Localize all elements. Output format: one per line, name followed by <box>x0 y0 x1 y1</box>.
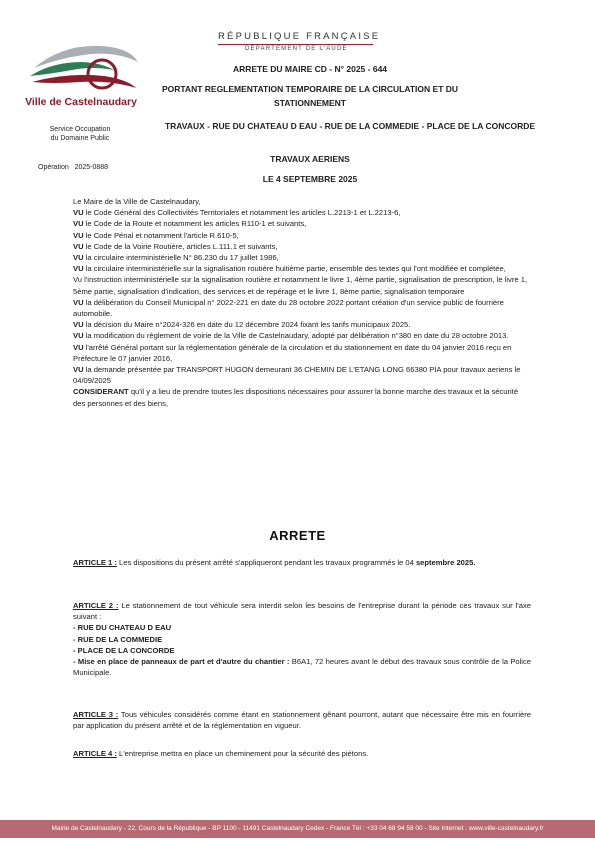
service-name <box>30 125 130 143</box>
article-2-text: Le stationnement de tout véhicule sera interdit selon les besoins de l'entreprise durant la période ces travaux sur l'axe suivant : <box>73 601 531 622</box>
republique-francaise: RÉPUBLIQUE FRANÇAISE <box>218 31 381 42</box>
article-1-date: septembre 2025. <box>415 558 476 567</box>
preamble-item-text: la circulaire interministérielle N° 86.230 du 17 juillet 1986, <box>83 253 279 263</box>
preamble-item <box>73 386 531 408</box>
preamble-item <box>73 241 531 252</box>
preamble-intro: Le Maire de la Ville de Castelnaudary, <box>73 197 201 206</box>
preamble-item-lead: VU <box>73 320 84 330</box>
travaux-type: TRAVAUX AERIENS <box>270 154 350 164</box>
preamble-item-lead: VU <box>73 297 84 307</box>
arrete-heading: ARRETE <box>269 528 326 543</box>
header-divider <box>218 44 373 45</box>
departement: DÉPARTEMENT DE L'AUDE <box>245 46 348 52</box>
preamble-item-text: le Code Général des Collectivités Territoriales et notamment les articles L.2213-1 et L.2213-6, <box>83 208 401 218</box>
preamble-item-text: Vu l'instruction interministérielle sur la signalisation routière et notamment le livre 1, 4ème partie, signalisation de prescription, le livre 1, 5ème partie, signalisation d'indication, des services et de repérage et le livre 1, 8ème partie, signalisation temporaire <box>73 275 528 296</box>
preamble <box>73 196 531 409</box>
preamble-item-lead: VU <box>73 264 84 274</box>
preamble-item-lead: VU <box>73 208 84 218</box>
page-footer: Mairie de Castelnaudary - 22, Cours de la République - BP 1100 - 11491 Castelnaudary Cedex - France Tél : +33 04 68 94 58 00 - Site Internet : www.ville-castelnaudary.fr <box>0 820 595 838</box>
preamble-item <box>73 263 531 274</box>
preamble-item-text: le Code Pénal et notamment l'article R.610-5, <box>83 230 239 240</box>
preamble-item <box>73 252 531 263</box>
preamble-item-lead: VU <box>73 219 84 229</box>
travaux-title <box>160 119 540 133</box>
operation-value: 2025-0888 <box>74 164 109 171</box>
article-2-street: - RUE DE LA COMMEDIE <box>73 634 163 644</box>
preamble-item-lead: VU <box>73 365 84 375</box>
article-2 <box>73 600 531 678</box>
article-2-panneaux-text: B6A1, 72 heures avant le début des travaux sous contrôle de la Police Municipale. <box>73 657 532 678</box>
arrete-title: ARRETE DU MAIRE CD - N° 2025 - 644 <box>232 64 388 74</box>
article-3 <box>73 709 531 731</box>
article-3-label: ARTICLE 3 : <box>73 710 119 719</box>
logo-emblem-icon <box>22 32 142 97</box>
article-4-text: L'entreprise mettra en place un cheminement pour la sécurité des piétons. <box>116 749 369 758</box>
preamble-item <box>73 297 531 319</box>
preamble-item <box>73 342 531 364</box>
preamble-item <box>73 218 531 229</box>
article-1 <box>73 557 531 568</box>
arrete-date: LE 4 SEPTEMBRE 2025 <box>262 174 358 184</box>
preamble-item-text: qu'il y a lieu de prendre toutes les dispositions nécessaires pour assurer la bonne marche des travaux et la sécurité des personnes et des biens, <box>73 387 519 408</box>
preamble-item <box>73 207 531 218</box>
preamble-item-text: l'arrêté Général portant sur la réglementation générale de la circulation et du stationnement en date du 04 janvier 2016 reçu en Préfecture le 07 janvier 2016, <box>73 342 512 363</box>
article-1-label: ARTICLE 1 : <box>73 558 117 567</box>
article-2-panneaux-label: - Mise en place de panneaux de part et d'autre du chantier : <box>73 657 290 667</box>
preamble-item-text: le Code de la Voirie Routière, articles L.111.1 et suivants, <box>83 241 278 251</box>
preamble-item-text: la décision du Maire n°2024-326 en date du 12 décembre 2024 fixant les tarifs municipaux 2025. <box>83 320 411 330</box>
article-3-text: Tous véhicules considérés comme étant en stationnement gênant pourront, autant que nécessaire être mis en fourrière par application du présent arrêté et de la réglementation en vigueur. <box>73 710 531 731</box>
article-1-text: Les dispositions du présent arrêté s'appliqueront pendant les travaux programmés le 04 <box>116 558 416 567</box>
preamble-item-text: le Code de la Route et notamment les articles R110-1 et suivants, <box>83 219 307 229</box>
article-4 <box>73 748 531 759</box>
preamble-item-text: la modification du règlement de voirie de la Ville de Castelnaudary, adopté par délibération n°380 en date du 28 octobre 2013. <box>83 331 509 341</box>
preamble-list <box>73 207 531 409</box>
operation-number <box>38 164 108 171</box>
preamble-item <box>73 274 531 296</box>
article-4-label: ARTICLE 4 : <box>73 749 117 758</box>
preamble-item <box>73 330 531 341</box>
preamble-item-lead: VU <box>73 241 84 251</box>
operation-label: Opération <box>38 164 69 171</box>
preamble-item-lead: VU <box>73 342 84 352</box>
preamble-item <box>73 230 531 241</box>
portant-title: PORTANT REGLEMENTATION TEMPORAIRE DE LA CIRCULATION ET DU STATIONNEMENT <box>161 84 459 108</box>
preamble-item-lead: VU <box>73 230 84 240</box>
preamble-item <box>73 364 531 386</box>
article-2-label: ARTICLE 2 : <box>73 601 119 610</box>
preamble-item-lead: VU <box>73 253 84 263</box>
service-line-1: Service Occupation <box>49 126 111 133</box>
preamble-item <box>73 319 531 330</box>
service-line-2: du Domaine Public <box>50 135 110 142</box>
travaux-label: TRAVAUX - <box>164 121 210 131</box>
logo-city-name: Ville de Castelnaudary <box>25 96 137 108</box>
travaux-streets: RUE DU CHATEAU D EAU - RUE DE LA COMMEDIE - PLACE DE LA CONCORDE <box>212 121 536 131</box>
preamble-item-lead: CONSIDERANT <box>73 387 129 397</box>
preamble-item-lead: VU <box>73 331 84 341</box>
article-2-street: - PLACE DE LA CONCORDE <box>73 645 175 655</box>
preamble-item-text: la circulaire interministérielle sur la signalisation routière huitième partie, ensemble des textes qui l'ont modifiée et complétée, <box>83 264 506 274</box>
preamble-item-text: la demande présentée par TRANSPORT HUGON demeurant 36 CHEMIN DE L'ETANG LONG 66380 PIA pour travaux aeriens le 04/09/2025 <box>73 365 521 386</box>
article-2-street: - RUE DU CHATEAU D EAU <box>73 623 172 633</box>
preamble-item-text: la délibération du Conseil Municipal n° 2022-221 en date du 28 octobre 2022 portant création d'un service public de fourrière automobile. <box>73 297 504 319</box>
